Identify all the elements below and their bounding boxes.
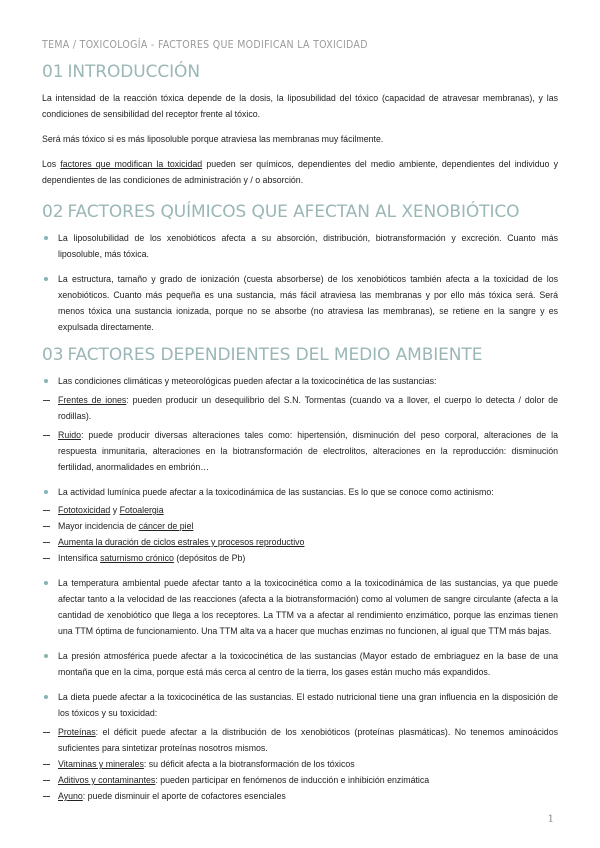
- list-item: [42, 392, 558, 424]
- text: y: [110, 505, 120, 515]
- underlined-term: Ayuno: [58, 791, 83, 801]
- underlined-term: factores que modifican la toxicidad: [60, 159, 203, 169]
- list-item: [42, 427, 558, 475]
- section-number: 02: [42, 202, 64, 222]
- list-item: La estructura, tamaño y grado de ionización (cuesta absorberse) de los xenobióticos también afecta a la toxicidad de los xenobióticos. Cuanto más pequeña es una sustancia, más fácil atraviesa las membranas y por ello más tóxica será. Será menos tóxica una sustancia ionizada, porque no se absorbe (no atraviesa las membranas), se retiene en la sangre y es expulsada directamente.: [42, 271, 558, 335]
- list-item: La actividad lumínica puede afectar a la toxicodinámica de las sustancias. Es lo que se conoce como actinismo:: [42, 484, 558, 500]
- document-body: [42, 62, 558, 804]
- list-item: La dieta puede afectar a la toxicocinética de las sustancias. El estado nutricional tiene una gran influencia en la disposición de los tóxicos y su toxicidad:: [42, 689, 558, 721]
- text: Intensifica: [58, 553, 101, 563]
- text: : pueden participar en fenómenos de inducción e inhibición enzimática: [155, 775, 430, 785]
- paragraph: La intensidad de la reacción tóxica depende de la dosis, la liposubilidad del tóxico (capacidad de atravesar membranas), y las condiciones de sensibilidad del receptor frente al tóxico.: [42, 93, 558, 119]
- paragraph: Será más tóxico si es más liposoluble porque atraviesa las membranas muy fácilmente.: [42, 134, 384, 144]
- page-header: TEMA / TOXICOLOGÍA - FACTORES QUE MODIFICAN LA TOXICIDAD: [42, 39, 368, 51]
- list-item: La liposolubilidad de los xenobióticos afecta a su absorción, distribución, biotransformación y excreción. Cuanto más liposoluble, más tóxica.: [42, 230, 558, 262]
- bullet-list: [42, 230, 558, 335]
- list-item: Las condiciones climáticas y meteorológicas pueden afectar a la toxicocinética de las sustancias:: [42, 373, 558, 389]
- section-number: 03: [42, 345, 64, 365]
- list-item: [42, 550, 558, 566]
- underlined-term: Aditivos y contaminantes: [58, 775, 156, 785]
- list-item: [42, 756, 558, 772]
- bullet-list: [42, 373, 558, 804]
- paragraph: [42, 156, 558, 188]
- text: : puede disminuir el aporte de cofactores esenciales: [82, 791, 286, 801]
- section-heading-factores-quimicos: [42, 202, 558, 222]
- text: Los: [42, 159, 61, 169]
- list-item: [42, 502, 558, 518]
- text: pueden ser químicos, dependientes del medio ambiente, dependientes del individuo y dependientes de las condiciones de administración y / o absorción.: [42, 159, 558, 185]
- underlined-term: Frentes de iones: [58, 395, 127, 405]
- section-title: FACTORES QUÍMICOS QUE AFECTAN AL XENOBIÓTICO: [67, 202, 520, 222]
- section-heading-introduccion: [42, 62, 558, 82]
- underlined-term: Fototoxicidad: [58, 505, 111, 515]
- list-item: La presión atmosférica puede afectar a la toxicocinética de las sustancias (Mayor estado de embriaguez en la base de una montaña que en la cima, porque está más cerca al centro de la tierra, los gases están mucho más expandidos.: [42, 648, 558, 680]
- section-title: FACTORES DEPENDIENTES DEL MEDIO AMBIENTE: [67, 345, 483, 365]
- section-heading-medio-ambiente: [42, 345, 558, 365]
- section-number: 01: [42, 62, 64, 82]
- list-item: [42, 772, 558, 788]
- underlined-term: Vitaminas y minerales: [58, 759, 144, 769]
- section-title: INTRODUCCIÓN: [67, 62, 200, 82]
- list-item: [42, 534, 558, 550]
- list-item: [42, 518, 558, 534]
- list-item: La temperatura ambiental puede afectar tanto a la toxicocinética como a la toxicodinámica de las sustancias, ya que puede afectar tanto a la velocidad de las reacciones (afecta a la biotransformación) como al volumen de sangre circulante (afecta a la cantidad de xenobiótico que llega a los receptores. La TTM va a afectar al rendimiento enzimático, porque las enzimas tienen una TTM óptima de funcionamiento. Una TTM alta va a hacer que muchas enzimas no funcionen, al igual que TTM más bajas.: [42, 575, 558, 639]
- text: : el déficit puede afectar a la distribución de los xenobióticos (proteínas plasmáticas). No tenemos aminoácidos suficientes para sintetizar proteínas nosotros mismos.: [58, 727, 558, 753]
- underlined-term: cáncer de piel: [138, 521, 194, 531]
- page-number: 1: [547, 814, 554, 825]
- text: : pueden producir un desequilibrio del S.N. Tormentas (cuando va a llover, el cuerpo lo detecta / dolor de rodillas).: [58, 395, 558, 421]
- text: : su déficit afecta a la biotransformación de los tóxicos: [143, 759, 355, 769]
- list-item: [42, 724, 558, 756]
- underlined-term: Fotoalergia: [119, 505, 164, 515]
- underlined-term: saturnismo crónico: [100, 553, 174, 563]
- text: : puede producir diversas alteraciones tales como: hipertensión, disminución del peso corporal, alteraciones de la respuesta inmunitaria, alteraciones en la biotransformación de electrolitos, alteraciones en la reproducción: disminución fertilidad, anormalidades en embrión…: [58, 430, 558, 472]
- text: (depósitos de Pb): [173, 553, 246, 563]
- underlined-term: Ruido: [58, 430, 81, 440]
- text: Mayor incidencia de: [58, 521, 139, 531]
- list-item: [42, 788, 558, 804]
- underlined-term: Aumenta la duración de ciclos estrales y procesos reproductivo: [58, 537, 305, 547]
- underlined-term: Proteínas: [58, 727, 96, 737]
